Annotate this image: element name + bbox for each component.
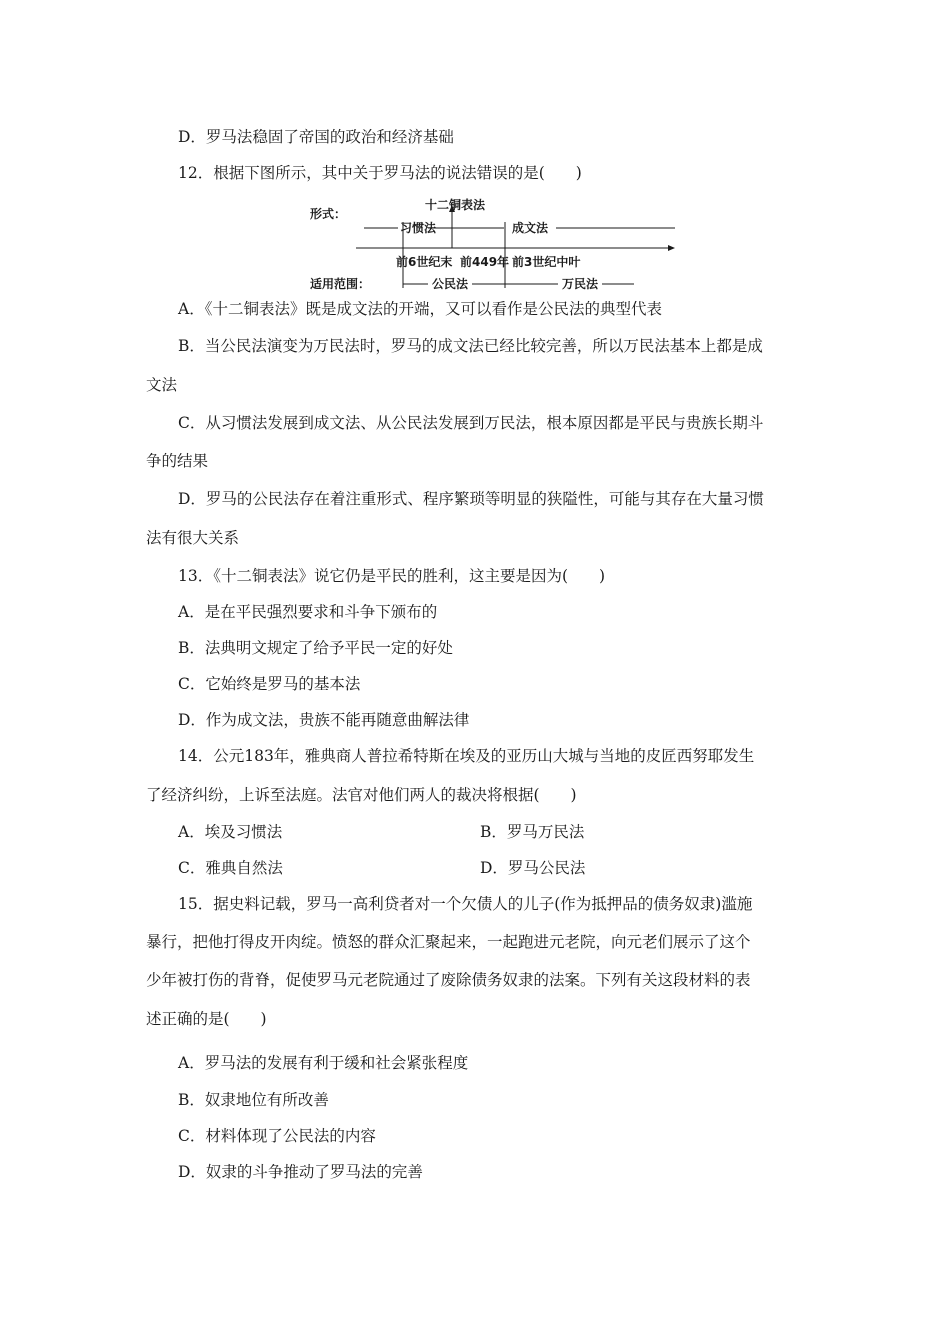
- q15-stem-line1: 15．据史料记载，罗马一高利贷者对一个欠债人的儿子(作为抵押品的债务奴隶)滥施: [178, 895, 753, 913]
- q14-option-d: D．罗马公民法: [480, 859, 586, 877]
- q13-option-b: B．法典明文规定了给予平民一定的好处: [178, 639, 453, 657]
- q11-option-d: D．罗马法稳固了帝国的政治和经济基础: [178, 128, 454, 146]
- q15-option-a: A．罗马法的发展有利于缓和社会紧张程度: [178, 1054, 469, 1072]
- q12-option-a: A．《十二铜表法》既是成文法的开端，又可以看作是公民法的典型代表: [178, 300, 662, 318]
- timeline-arrow: [668, 245, 675, 251]
- q15-stem-line4: 述正确的是( ): [146, 1010, 267, 1028]
- label-scope: 适用范围：: [310, 277, 371, 291]
- label-t2: 前449年: [460, 255, 510, 269]
- label-customary-law: 习惯法: [400, 221, 437, 235]
- q12-option-d-line1: D．罗马的公民法存在着注重形式、程序繁琐等明显的狭隘性，可能与其存在大量习惯: [178, 490, 764, 508]
- q12-option-b-line2: 文法: [146, 376, 178, 394]
- label-law-of-nations: 万民法: [562, 277, 599, 291]
- q14-option-c: C．雅典自然法: [178, 859, 283, 877]
- q14-stem-line2: 了经济纠纷，上诉至法庭。法官对他们两人的裁决将根据( ): [146, 786, 577, 804]
- q15-stem-line2: 暴行，把他打得皮开肉绽。愤怒的群众汇聚起来，一起跑进元老院，向元老们展示了这个: [146, 933, 751, 951]
- q13-stem: 13．《十二铜表法》说它仍是平民的胜利，这主要是因为( ): [178, 567, 606, 585]
- q12-option-c-line1: C．从习惯法发展到成文法、从公民法发展到万民法，根本原因都是平民与贵族长期斗: [178, 414, 764, 432]
- q13-option-a: A．是在平民强烈要求和斗争下颁布的: [178, 603, 438, 621]
- q12-option-b-line1: B．当公民法演变为万民法时，罗马的成文法已经比较完善，所以万民法基本上都是成: [178, 337, 763, 355]
- label-form: 形式：: [310, 207, 347, 221]
- q14-stem-line1: 14．公元183年，雅典商人普拉希特斯在埃及的亚历山大城与当地的皮匠西努耶发生: [178, 747, 755, 765]
- q14-option-a: A．埃及习惯法: [178, 823, 283, 841]
- q15-option-c: C．材料体现了公民法的内容: [178, 1127, 376, 1145]
- label-t3: 前3世纪中叶: [512, 255, 581, 269]
- q15-option-b: B．奴隶地位有所改善: [178, 1091, 329, 1109]
- q14-option-b: B．罗马万民法: [480, 823, 585, 841]
- q15-stem-line3: 少年被打伤的背脊，促使罗马元老院通过了废除债务奴隶的法案。下列有关这段材料的表: [146, 971, 751, 989]
- roman-law-timeline-diagram: [300, 196, 690, 292]
- q15-option-d: D．奴隶的斗争推动了罗马法的完善: [178, 1163, 423, 1181]
- label-t1: 前6世纪末: [396, 255, 453, 269]
- label-civil-law: 公民法: [432, 277, 469, 291]
- label-written-law: 成文法: [512, 221, 549, 235]
- q13-option-c: C．它始终是罗马的基本法: [178, 675, 361, 693]
- label-twelve-tables: 十二铜表法: [425, 198, 486, 212]
- q12-option-d-line2: 法有很大关系: [146, 529, 240, 547]
- q12-stem: 12．根据下图所示，其中关于罗马法的说法错误的是( ): [178, 164, 582, 182]
- q12-option-c-line2: 争的结果: [146, 452, 209, 470]
- q13-option-d: D．作为成文法，贵族不能再随意曲解法律: [178, 711, 470, 729]
